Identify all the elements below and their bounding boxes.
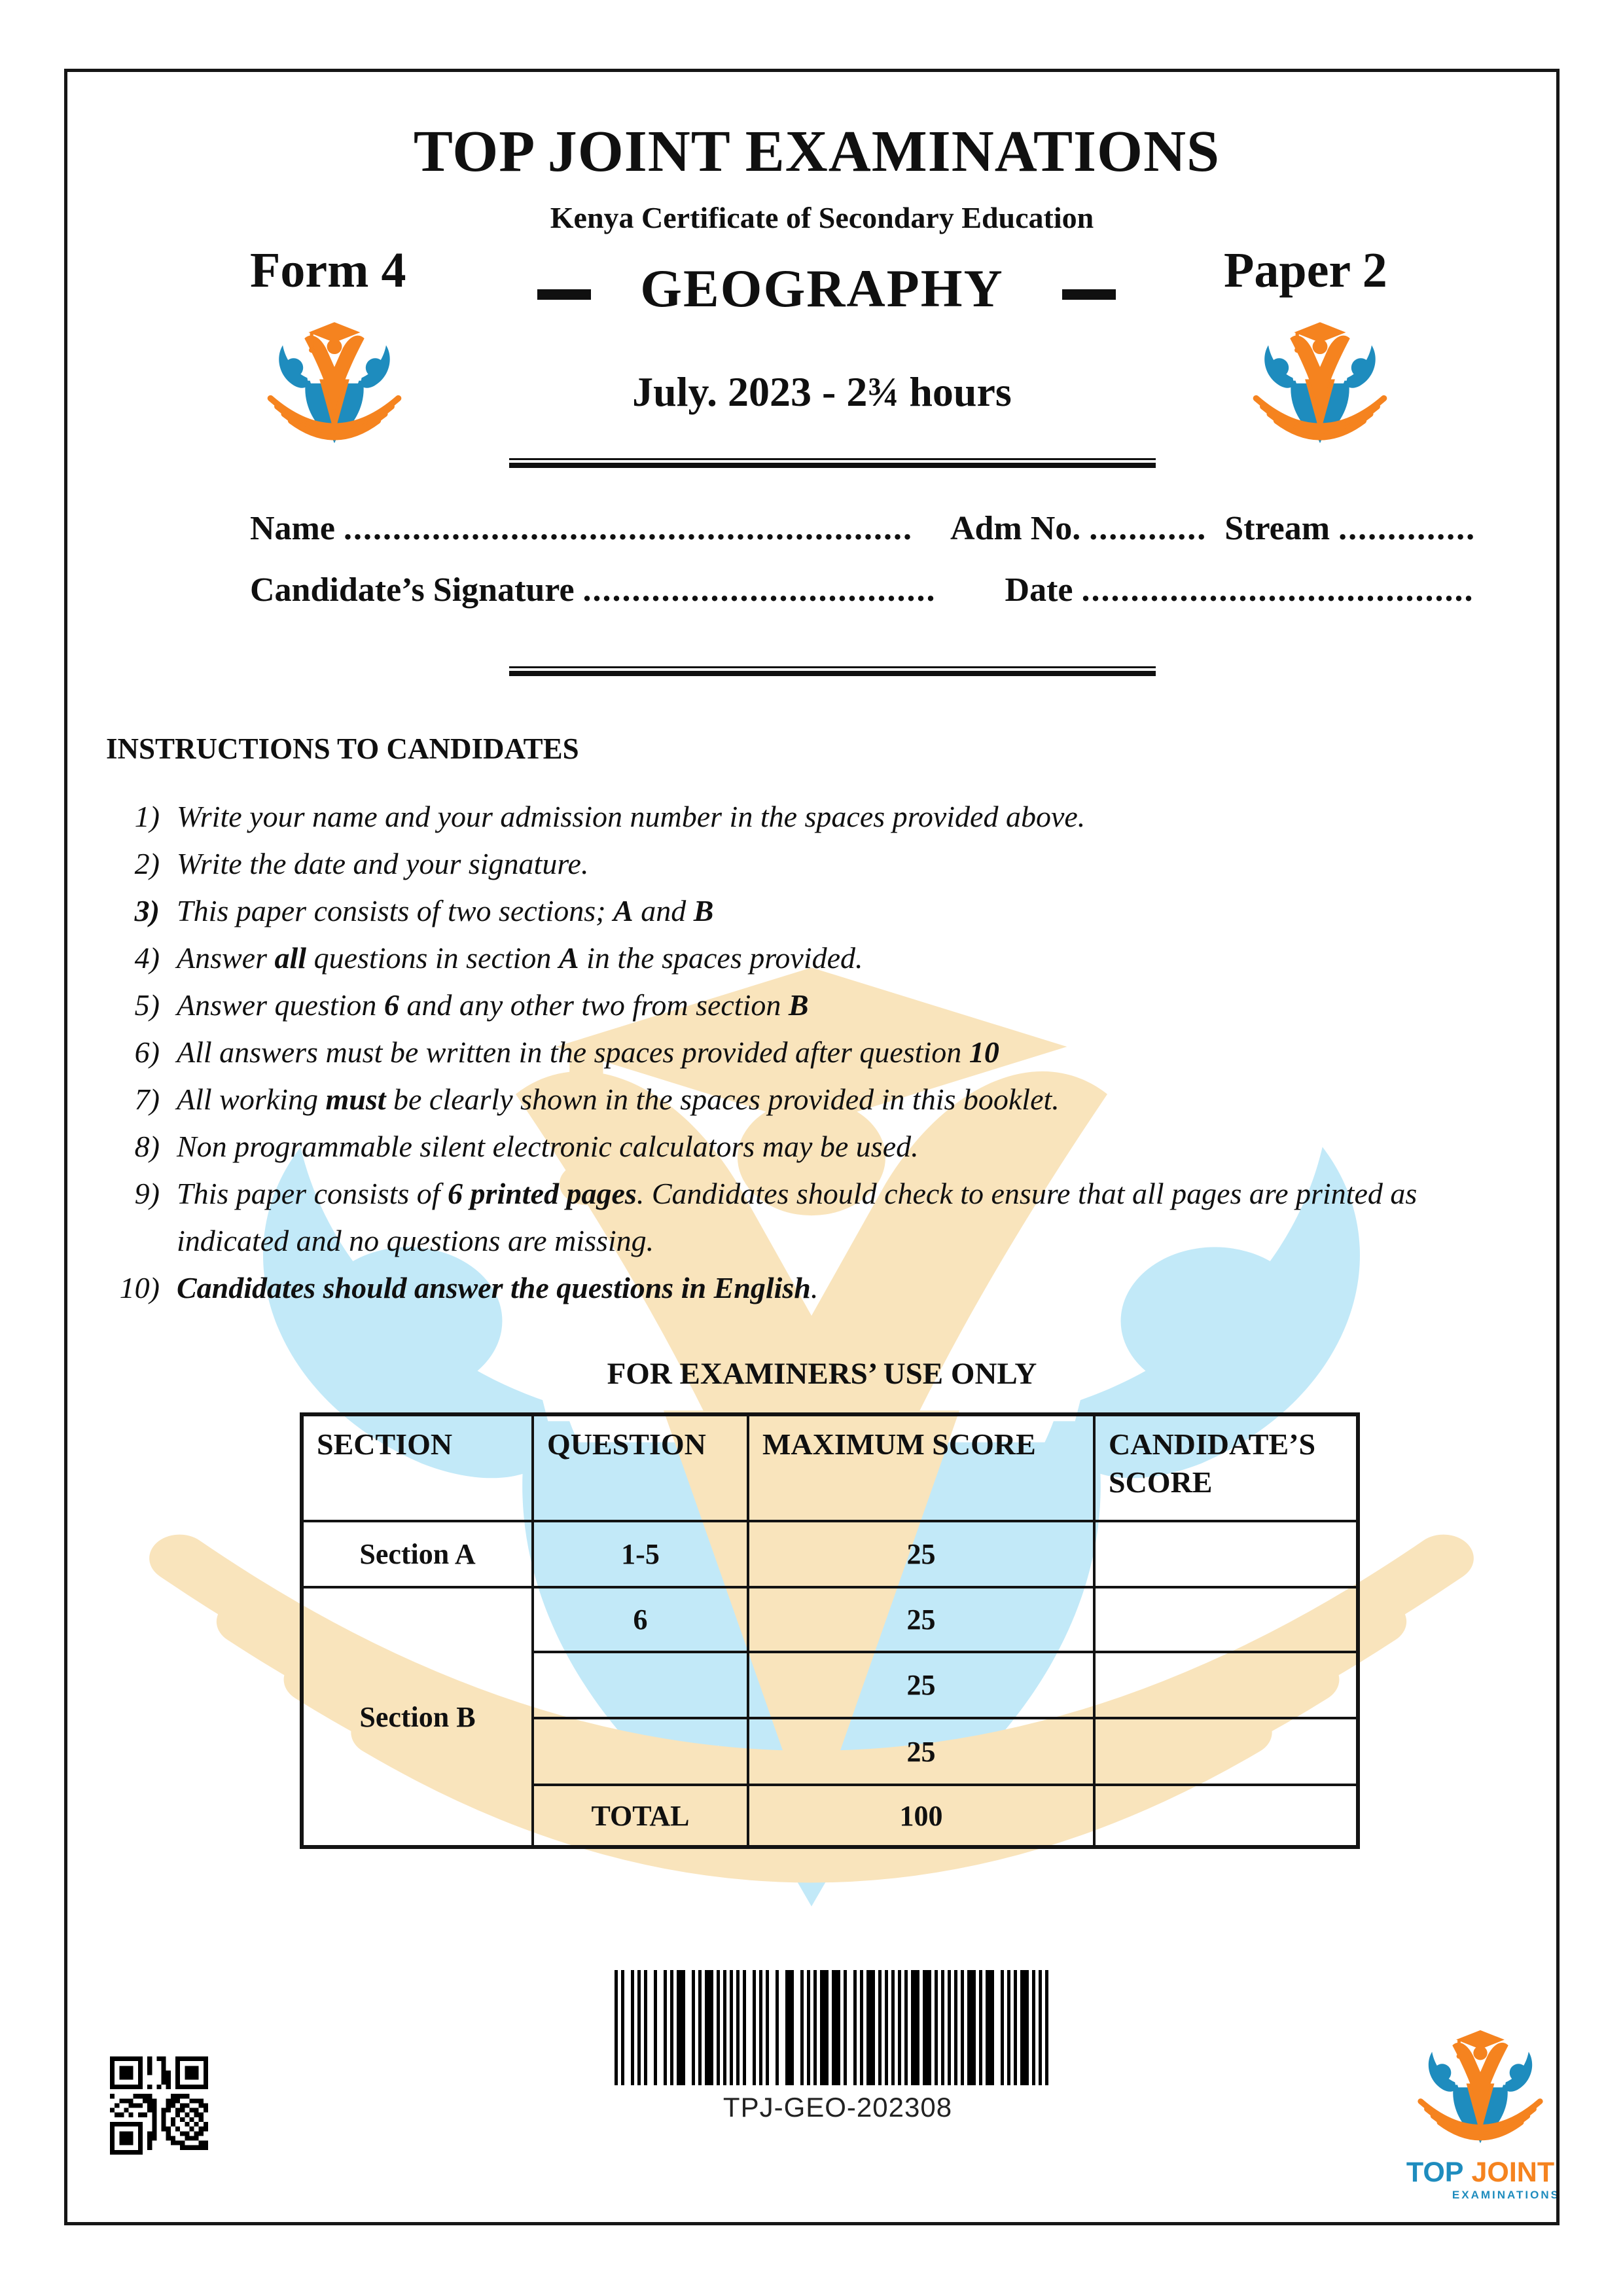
- footer-logo-tagline: EXAMINATIONS: [1452, 2189, 1560, 2201]
- instruction-item: 4) Answer all questions in section A in the spaces provided.: [134, 941, 863, 975]
- footer-logo-word-top: TOP: [1406, 2157, 1464, 2188]
- col-header-question: QUESTION: [533, 1414, 748, 1521]
- exam-date-duration: July. 2023 - 2¾ hours: [632, 368, 1012, 415]
- cell-max-25-b2: 25: [748, 1652, 1094, 1718]
- cell-max-100: 100: [748, 1785, 1094, 1847]
- page-border: [64, 69, 1560, 2225]
- footer-logo-word-joint: JOINT: [1471, 2157, 1555, 2188]
- date-label: Date: [1005, 571, 1073, 609]
- subject-title: GEOGRAPHY: [640, 259, 1004, 318]
- paper-number: Paper 2: [1224, 243, 1387, 298]
- adm-no-label: Adm No.: [950, 510, 1081, 547]
- instruction-item: 6) All answers must be written in the spaces provided after question 10: [134, 1035, 999, 1069]
- cell-question-1-5: 1-5: [533, 1521, 748, 1587]
- instruction-item: 7) All working must be clearly shown in the spaces provided in this booklet.: [134, 1083, 1060, 1116]
- cell-question-total: TOTAL: [533, 1785, 748, 1847]
- examiners-heading: FOR EXAMINERS’ USE ONLY: [607, 1357, 1037, 1391]
- stream-dotted-line: ..............: [1338, 510, 1476, 547]
- cell-question-6: 6: [533, 1587, 748, 1652]
- instruction-item: 1) Write your name and your admission number in the spaces provided above.: [134, 800, 1086, 833]
- date-dotted-line: ........................................: [1081, 571, 1474, 609]
- stream-label: Stream: [1224, 510, 1330, 547]
- barcode-label: TPJ-GEO-202308: [722, 2092, 953, 2123]
- instruction-item: 5) Answer question 6 and any other two from section B: [134, 988, 809, 1022]
- instruction-item: 8) Non programmable silent electronic calculators may be used.: [134, 1130, 919, 1163]
- cell-max-25-a: 25: [748, 1521, 1094, 1587]
- instruction-item: 9) This paper consists of 6 printed pages. Candidates should check to ensure that all pages are printed as indicated and no questions are missing.: [134, 1177, 1418, 1257]
- instruction-item: 10) Candidates should answer the questions in English.: [119, 1271, 819, 1304]
- adm-no-dotted-line: ............: [1089, 510, 1207, 547]
- cell-section-b: Section B: [302, 1587, 533, 1847]
- exam-org-title: TOP JOINT EXAMINATIONS: [413, 119, 1221, 184]
- cell-max-25-b3: 25: [748, 1718, 1094, 1785]
- form-level: Form 4: [250, 243, 406, 298]
- col-header-section: SECTION: [302, 1414, 533, 1521]
- name-label: Name: [250, 510, 335, 547]
- name-dotted-line: ..........................................................: [343, 510, 913, 547]
- signature-dotted-line: ....................................: [582, 571, 936, 609]
- instructions-heading: INSTRUCTIONS TO CANDIDATES: [106, 732, 579, 765]
- cell-max-25-b1: 25: [748, 1587, 1094, 1652]
- col-header-candidate-score: CANDIDATE’S SCORE: [1094, 1414, 1358, 1521]
- instruction-item: 3) This paper consists of two sections; A and B: [134, 894, 714, 927]
- instruction-item: 2) Write the date and your signature.: [134, 847, 589, 880]
- exam-certificate: Kenya Certificate of Secondary Education: [550, 201, 1094, 234]
- cell-section-a: Section A: [302, 1521, 533, 1587]
- col-header-max-score: MAXIMUM SCORE: [748, 1414, 1094, 1521]
- candidate-signature-label: Candidate’s Signature: [250, 571, 575, 609]
